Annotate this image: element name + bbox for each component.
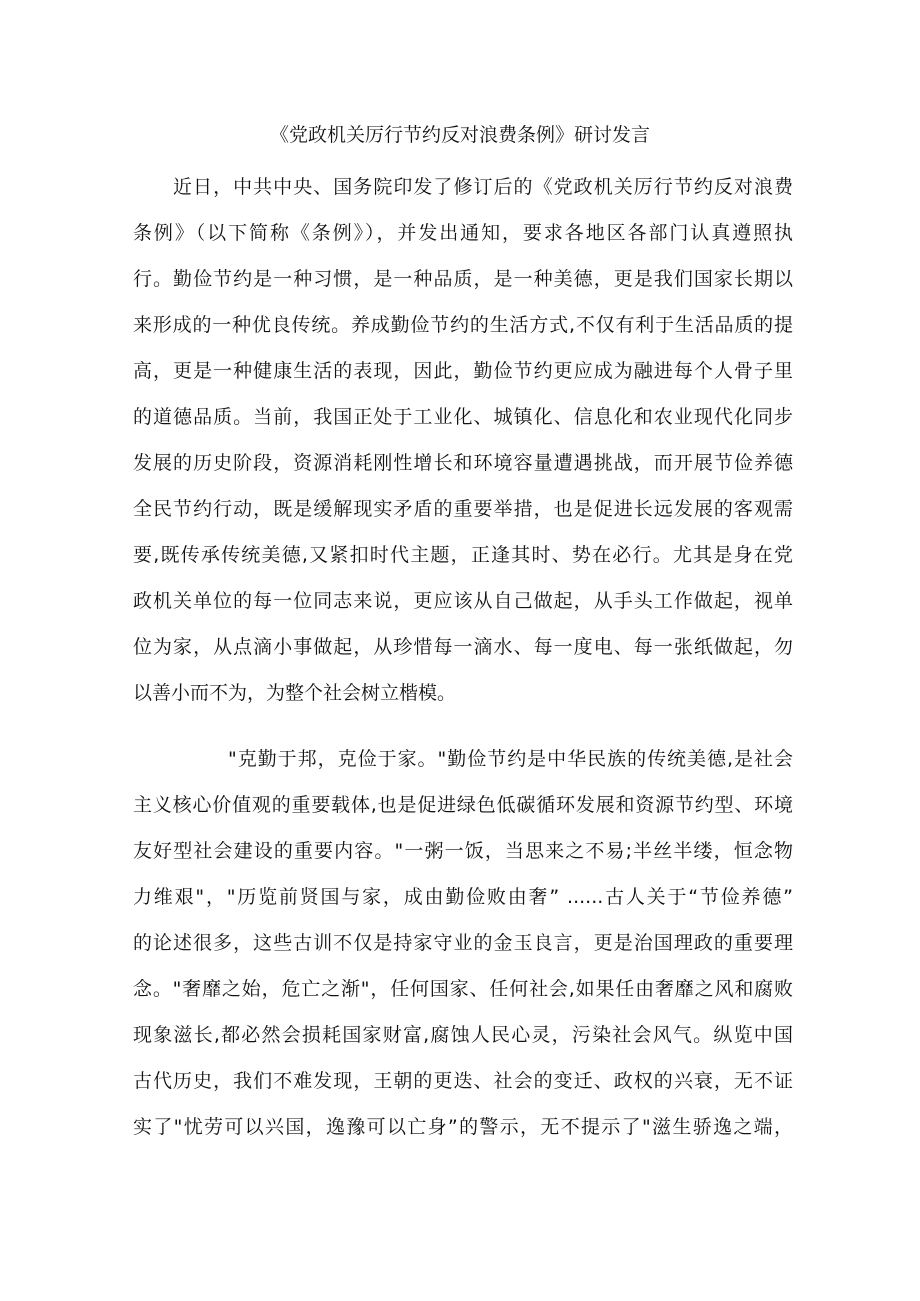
paragraph-2-line: 古代历史，我们不难发现，王朝的更迭、社会的变迁、政权的兴衰，无不证 bbox=[133, 1070, 793, 1092]
paragraph-2-line: 现象滋长,都必然会损耗国家财富,腐蚀人民心灵，污染社会风气。纵览中国 bbox=[133, 1024, 793, 1046]
paragraph-1-line: 高，更是一种健康生活的表现，因此，勤俭节约更应成为融进每个人骨子里 bbox=[133, 360, 793, 382]
paragraph-1-line: 行。勤俭节约是一种习惯，是一种品质，是一种美德，更是我们国家长期以 bbox=[133, 268, 793, 290]
paragraph-2-line: 力维艰"，"历览前贤国与家，成由勤俭败由奢” ......古人关于“节俭养德” bbox=[133, 886, 793, 908]
paragraph-1-line: 以善小而不为，为整个社会树立楷模。 bbox=[133, 682, 457, 704]
paragraph-1-line: 条例》（以下简称《条例》），并发出通知，要求各地区各部门认真遵照执 bbox=[133, 222, 793, 244]
paragraph-2-line: 主义核心价值观的重要载体,也是促进绿色低碳循环发展和资源节约型、环境 bbox=[133, 794, 793, 816]
paragraph-2-line: 念。"奢靡之始，危亡之渐"，任何国家、任何社会,如果任由奢靡之风和腐败 bbox=[133, 978, 793, 1000]
paragraph-1-line: 位为家，从点滴小事做起，从珍惜每一滴水、每一度电、每一张纸做起，勿 bbox=[133, 636, 793, 658]
paragraph-2-line: 的论述很多，这些古训不仅是持家守业的金玉良言，更是治国理政的重要理 bbox=[133, 932, 793, 954]
paragraph-1-line: 发展的历史阶段，资源消耗刚性增长和环境容量遭遇挑战，而开展节俭养德 bbox=[133, 452, 793, 474]
paragraph-1-line: 来形成的一种优良传统。养成勤俭节约的生活方式,不仅有利于生活品质的提 bbox=[133, 314, 793, 336]
paragraph-2-line: 友好型社会建设的重要内容。"一粥一饭，当思来之不易;半丝半缕，恒念物 bbox=[133, 840, 793, 862]
paragraph-1-line: 政机关单位的每一位同志来说，更应该从自己做起，从手头工作做起，视单 bbox=[133, 590, 793, 612]
paragraph-1-line: 全民节约行动，既是缓解现实矛盾的重要举措，也是促进长远发展的客观需 bbox=[133, 498, 793, 520]
paragraph-2-line: 实了"忧劳可以兴国，逸豫可以亡身”的警示，无不提示了"滋生骄逸之端， bbox=[133, 1116, 793, 1138]
paragraph-2-line: "克勤于邦，克俭于家。"勤俭节约是中华民族的传统美德,是社会 bbox=[228, 748, 793, 770]
paragraph-1-line: 的道德品质。当前，我国正处于工业化、城镇化、信息化和农业现代化同步 bbox=[133, 406, 793, 428]
document-title: 《党政机关厉行节约反对浪费条例》研讨发言 bbox=[269, 124, 650, 146]
paragraph-1-line: 要,既传承传统美德,又紧扣时代主题，正逢其时、势在必行。尤其是身在党 bbox=[133, 544, 793, 566]
paragraph-1-line: 近日，中共中央、国务院印发了修订后的《党政机关厉行节约反对浪费 bbox=[173, 176, 793, 198]
